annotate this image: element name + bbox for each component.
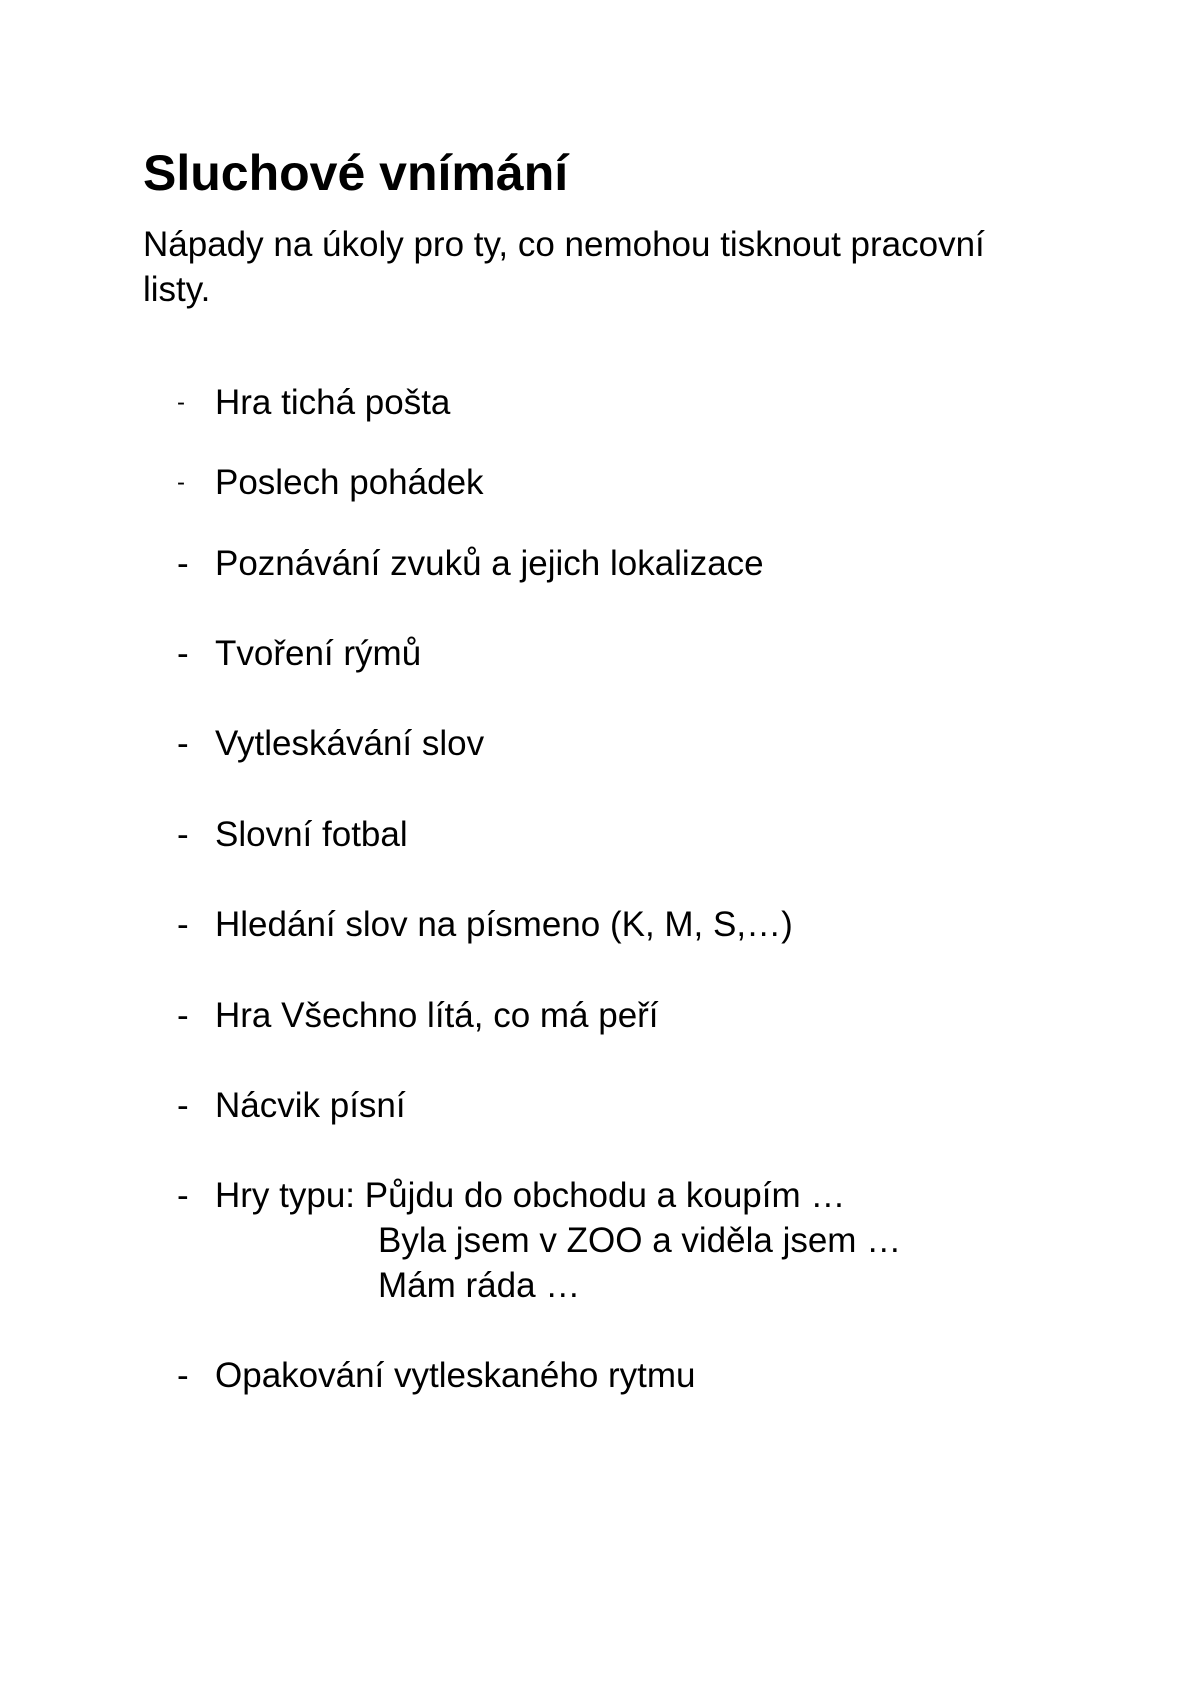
- list-item-label: Poznávání zvuků a jejich lokalizace: [215, 544, 764, 583]
- list-item: [0, 721, 1200, 766]
- list-item-label: Hra tichá pošta: [215, 383, 451, 422]
- list-item: [0, 541, 1200, 586]
- list-item-label: Nácvik písní: [215, 1086, 406, 1125]
- list-bullet: -: [177, 1176, 189, 1215]
- list-item-label: Hry typu: Půjdu do obchodu a koupím …: [215, 1176, 846, 1215]
- list-item-continuation: Byla jsem v ZOO a viděla jsem …: [378, 1221, 902, 1260]
- list-bullet: -: [177, 996, 189, 1035]
- list-item-label: Hra Všechno lítá, co má peří: [215, 996, 659, 1035]
- list-item: [0, 1173, 1200, 1218]
- list-bullet: -: [177, 544, 189, 583]
- list-item: [0, 1353, 1200, 1398]
- list-item: [0, 993, 1200, 1038]
- list-bullet: -: [177, 815, 189, 854]
- list-item-label: Tvoření rýmů: [215, 634, 422, 673]
- list-item: [0, 380, 1200, 425]
- list-item: [0, 631, 1200, 676]
- list-bullet: -: [177, 634, 189, 673]
- list-item-label: Slovní fotbal: [215, 815, 408, 854]
- intro-paragraph: Nápady na úkoly pro ty, co nemohou tisknout pracovní listy.: [143, 225, 985, 309]
- list-item-label: Hledání slov na písmeno (K, M, S,…): [215, 905, 793, 944]
- list-item-continuation: Mám ráda …: [378, 1266, 581, 1305]
- list-bullet: -: [177, 389, 185, 416]
- list-bullet: -: [177, 905, 189, 944]
- list-item-label: Poslech pohádek: [215, 463, 484, 502]
- list-item: [0, 1083, 1200, 1128]
- list-item: [0, 460, 1200, 505]
- list-bullet: -: [177, 724, 189, 763]
- list-bullet: -: [177, 1086, 189, 1125]
- list-bullet: -: [177, 469, 185, 496]
- list-bullet: -: [177, 1356, 189, 1395]
- list-item-label: Vytleskávání slov: [215, 724, 485, 763]
- list-item: [0, 812, 1200, 857]
- list-item: [0, 902, 1200, 947]
- page-title: Sluchové vnímání: [143, 145, 569, 201]
- list-item-label: Opakování vytleskaného rytmu: [215, 1356, 696, 1395]
